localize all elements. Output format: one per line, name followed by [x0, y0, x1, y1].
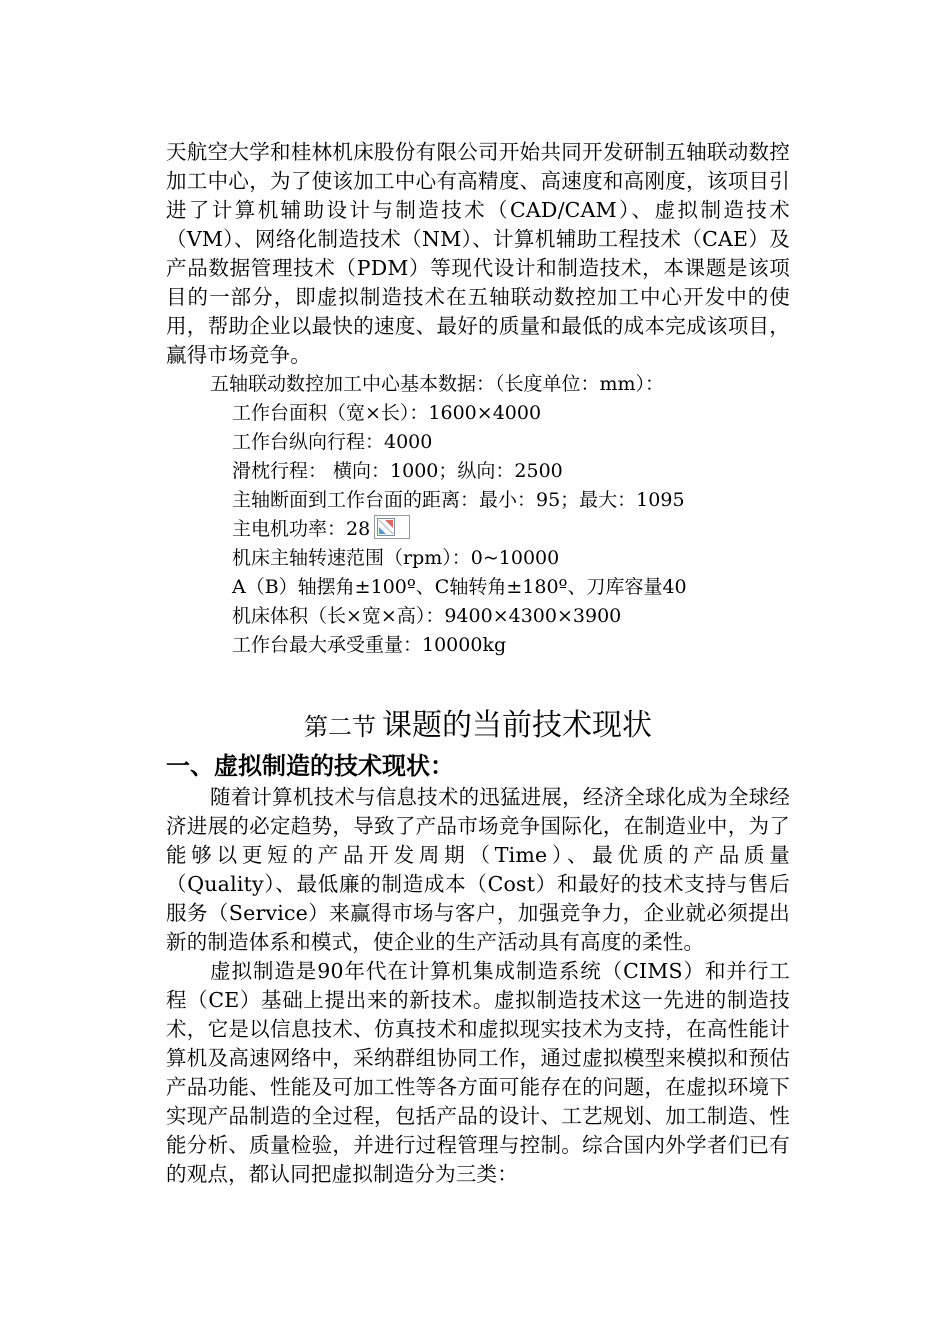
- section-title: [166, 704, 790, 749]
- document-page: [166, 138, 790, 1189]
- spec-item: 主轴断面到工作台面的距离：最小：95；最大：1095: [232, 489, 685, 511]
- intro-paragraph: 天航空大学和桂林机床股份有限公司开始共同开发研制五轴联动数控加工中心，为了使该加工中心有高精度、高速度和高刚度，该项目引进了计算机辅助设计与制造技术（CAD/CAM）、虚拟制造技术（VM）、网络化制造技术（NM）、计算机辅助工程技术（CAE）及产品数据管理技术（PDM）等现代设计和制造技术，本课题是该项目的一部分，即虚拟制造技术在五轴联动数控加工中心开发中的使用，帮助企业以最快的速度、最好的质量和最低的成本完成该项目，赢得市场竞争。: [166, 140, 790, 367]
- spec-item-power: [232, 515, 790, 544]
- spec-item: 工作台纵向行程：4000: [232, 431, 433, 453]
- subheading: 一、虚拟制造的技术现状：: [166, 751, 454, 780]
- spec-item: 滑枕行程： 横向：1000；纵向：2500: [232, 460, 563, 482]
- section-number: 第二节: [304, 713, 376, 741]
- spec-intro: 五轴联动数控加工中心基本数据：（长度单位：mm）：: [210, 373, 665, 395]
- spec-item: 机床主轴转速范围（rpm）：0~10000: [232, 547, 560, 569]
- spec-item-power-text: 主电机功率：28: [232, 518, 371, 540]
- spec-list: [166, 399, 790, 660]
- spec-item: A（B）轴摆角±100º、C轴转角±180º、刀库容量40: [232, 576, 687, 598]
- body-paragraph: 虚拟制造是90年代在计算机集成制造系统（CIMS）和并行工程（CE）基础上提出来的新技术。虚拟制造技术这一先进的制造技术，它是以信息技术、仿真技术和虚拟现实技术为支持，在高性能计算机及高速网络中，采纳群组协同工作，通过虚拟模型来模拟和预估产品功能、性能及可加工性等各方面可能存在的问题，在虚拟环境下实现产品制造的全过程，包括产品的设计、工艺规划、加工制造、性能分析、质量检验，并进行过程管理与控制。综合国内外学者们已有的观点，都认同把虚拟制造分为三类：: [166, 959, 790, 1186]
- broken-image-icon: [374, 515, 410, 539]
- spec-item: 工作台最大承受重量：10000kg: [232, 634, 507, 656]
- section-title-text: 课题的当前技术现状: [382, 708, 652, 743]
- spec-item: 机床体积（长×宽×高）：9400×4300×3900: [232, 605, 622, 627]
- body-paragraph: 随着计算机技术与信息技术的迅猛进展，经济全球化成为全球经济进展的必定趋势，导致了产品市场竞争国际化，在制造业中，为了能够以更短的产品开发周期（Time）、最优质的产品质量（Quality）、最低廉的制造成本（Cost）和最好的技术支持与售后服务（Service）来赢得市场与客户，加强竞争力，企业就必须提出新的制造体系和模式，使企业的生产活动具有高度的柔性。: [166, 785, 790, 954]
- spec-item: 工作台面积（宽×长）：1600×4000: [232, 402, 542, 424]
